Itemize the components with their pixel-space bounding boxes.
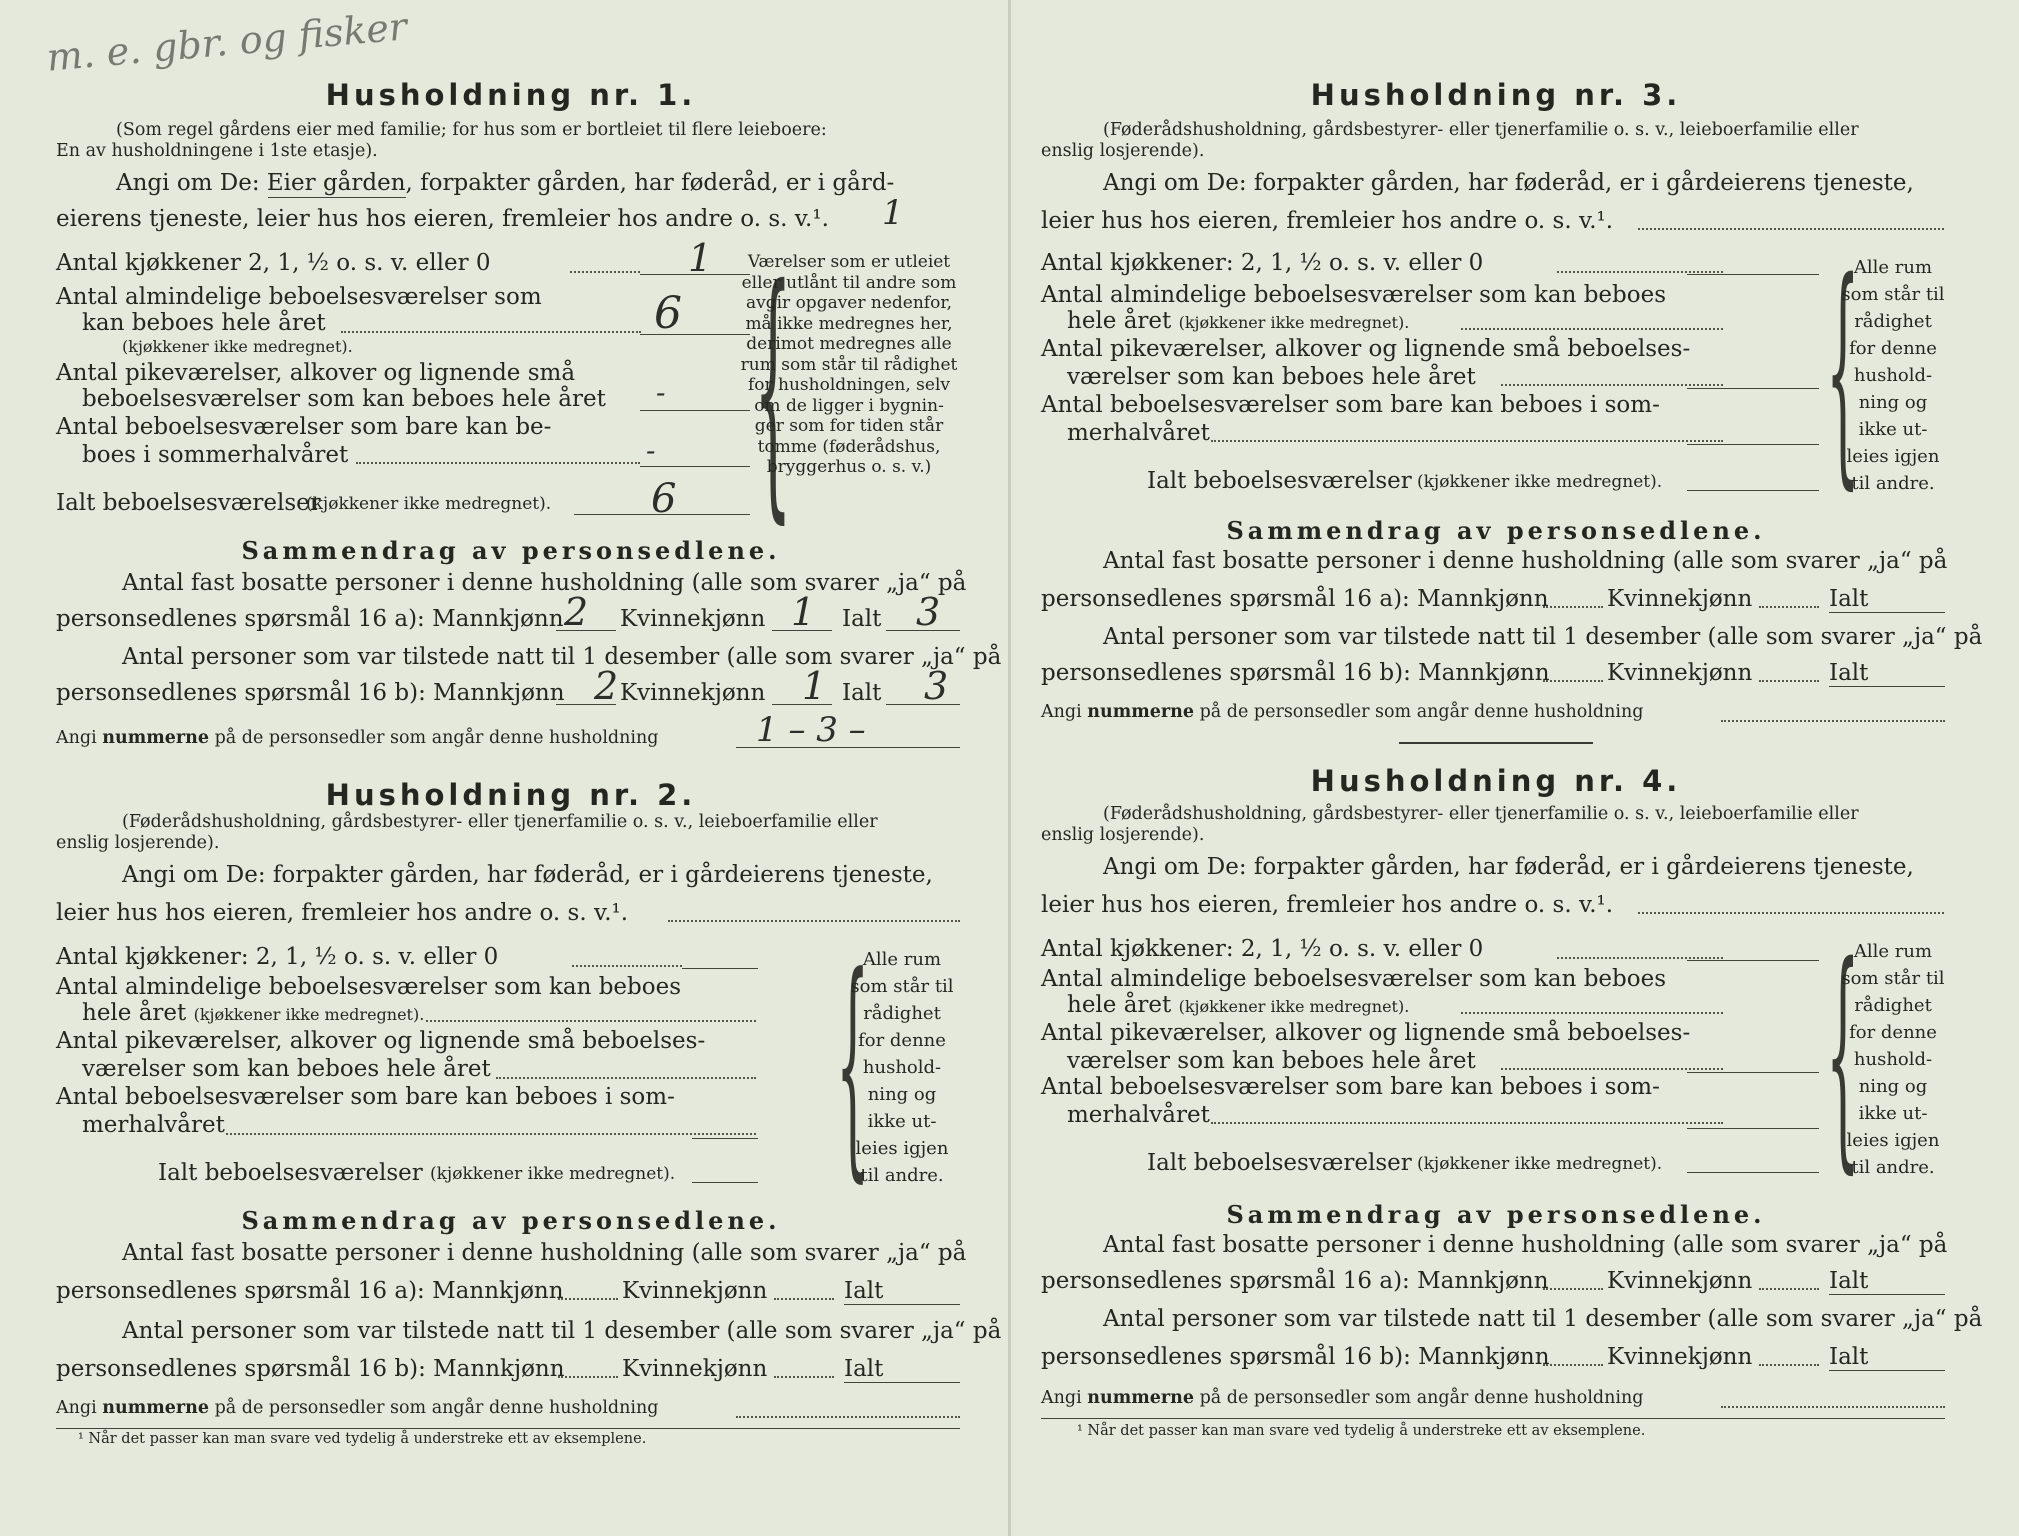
household-2-total-rooms-field — [692, 1182, 758, 1183]
household-3-summary-title: Sammendrag av personsedlene. — [1226, 516, 1766, 545]
household-4-summer-rooms-line1: Antal beboelsesværelser som bare kan beboes i som- — [1041, 1074, 1660, 1100]
household-4-summer-rooms-line2: merhalvåret — [1067, 1102, 1210, 1128]
household-2-rooms-leader — [426, 1020, 756, 1022]
household-3-maid-rooms-field — [1687, 388, 1819, 389]
household-1-kitchens-label: Antal kjøkkener 2, 1, ½ o. s. v. eller 0 — [56, 250, 491, 276]
note-line: rum som står til rådighet — [740, 354, 958, 375]
household-2-rooms-label-line1: Antal almindelige beboelsesværelser som kan beboes — [56, 974, 682, 1000]
household-4-total-rooms-note: (kjøkkener ikke medregnet). — [1417, 1154, 1663, 1174]
household-4-summer-rooms-leader — [1211, 1122, 1723, 1124]
household-1-summer-rooms-line1: Antal beboelsesværelser som bare kan be- — [56, 414, 552, 440]
household-4-kitchens-leader — [1557, 957, 1723, 959]
household-4-resident-female-label: Kvinnekjønn — [1607, 1268, 1753, 1294]
household-3-kitchens-leader — [1557, 271, 1723, 273]
household-1-rooms-note: (kjøkkener ikke medregnet). — [122, 337, 353, 356]
household-2-present-line2: personsedlenes spørsmål 16 b): Mannkjønn — [56, 1356, 565, 1382]
household-4-resident-male-field — [1543, 1288, 1603, 1290]
page-fold — [1008, 0, 1011, 1536]
household-3-rooms-instruction — [1829, 254, 1957, 497]
note-line: ikke ut- — [867, 1111, 937, 1132]
household-3-present-male-field — [1543, 680, 1603, 682]
household-4-kitchens-label: Antal kjøkkener: 2, 1, ½ o. s. v. eller 0 — [1041, 936, 1484, 962]
note-line: leies igjen — [1846, 446, 1940, 467]
household-1-kitchens-value: 1 — [688, 236, 713, 280]
household-3-maid-rooms-leader — [1501, 384, 1723, 386]
note-line: ning og — [1858, 1076, 1928, 1097]
household-1-total-rooms-note: (kjøkkener ikke medregnet). — [306, 494, 552, 514]
note-line: for denne — [858, 1030, 946, 1051]
household-2-resident-female-label: Kvinnekjønn — [622, 1278, 768, 1304]
household-1-maid-rooms-line1: Antal pikeværelser, alkover og lignende små — [56, 360, 576, 386]
household-1-intro-line2: En av husholdningene i 1ste etasje). — [56, 141, 378, 161]
note-line: rådighet — [1854, 995, 1932, 1016]
household-2-present-male-field — [558, 1376, 618, 1378]
household-3-present-line2: personsedlenes spørsmål 16 b): Mannkjønn — [1041, 660, 1550, 686]
note-line: eller utlånt til andre som — [741, 272, 957, 293]
household-2-present-total-field — [844, 1382, 960, 1383]
household-1-resident-female-value: 1 — [791, 590, 816, 634]
household-2-present-female-label: Kvinnekjønn — [622, 1356, 768, 1382]
household-2-tenure-line2: leier hus hos eieren, fremleier hos andre o. s. v.¹. — [56, 900, 629, 926]
note-line: rådighet — [863, 1003, 941, 1024]
household-2-summer-rooms-line1: Antal beboelsesværelser som bare kan beboes i som- — [56, 1084, 675, 1110]
household-3-present-total-field — [1829, 686, 1945, 687]
household-3-resident-line1: Antal fast bosatte personer i denne husholdning (alle som svarer „ja“ på — [1103, 548, 1948, 574]
household-1-resident-line2: personsedlenes spørsmål 16 a): Mannkjønn — [56, 606, 564, 632]
household-1-present-female-label: Kvinnekjønn — [620, 680, 766, 706]
note-line: for denne — [1849, 338, 1937, 359]
household-1-maid-rooms-line2: beboelsesværelser som kan beboes hele året — [82, 386, 606, 412]
note-line: ikke ut- — [1858, 419, 1928, 440]
household-1-summary-title: Sammendrag av personsedlene. — [241, 536, 781, 565]
household-separator — [1399, 742, 1593, 744]
household-3-tenure-line2: leier hus hos eieren, fremleier hos andre o. s. v.¹. — [1041, 208, 1614, 234]
note-line: Alle rum — [1853, 941, 1933, 962]
note-line: til andre. — [860, 1165, 944, 1186]
household-1-present-total-value: 3 — [924, 664, 949, 708]
note-line: leies igjen — [855, 1138, 949, 1159]
household-4-present-female-field — [1759, 1364, 1819, 1366]
household-4-total-rooms-label: Ialt beboelsesværelser — [1147, 1150, 1412, 1176]
household-3-intro-line1: (Føderådshusholdning, gårdsbestyrer- eller tjenerfamilie o. s. v., leieboerfamilie eller — [1103, 120, 1859, 140]
household-4-resident-line2: personsedlenes spørsmål 16 a): Mannkjønn — [1041, 1268, 1549, 1294]
footnote-right: ¹ Når det passer kan man svare ved tydelig å understreke ett av eksemplene. — [1077, 1423, 1646, 1439]
household-1-rooms-value: 6 — [654, 288, 682, 339]
household-2-summer-rooms-leader — [226, 1133, 756, 1135]
household-3-present-total-label: Ialt — [1829, 660, 1869, 686]
household-3-resident-line2: personsedlenes spørsmål 16 a): Mannkjønn — [1041, 586, 1549, 612]
household-2-brace: { — [836, 926, 870, 1203]
household-3-total-rooms-note: (kjøkkener ikke medregnet). — [1417, 472, 1663, 492]
household-1-kitchens-leader — [570, 271, 640, 273]
household-1-tenure-value: 1 — [882, 193, 904, 233]
household-4-rooms-label-line1: Antal almindelige beboelsesværelser som kan beboes — [1041, 966, 1667, 992]
household-1-rooms-instruction — [724, 252, 974, 478]
household-1-maid-rooms-value: - — [656, 376, 666, 409]
household-4-intro-line2: enslig losjerende). — [1041, 825, 1205, 845]
household-1-present-male-value: 2 — [594, 664, 619, 708]
household-2-rooms-instruction — [832, 926, 972, 1203]
household-4-present-total-label: Ialt — [1829, 1344, 1869, 1370]
household-2-resident-total-label: Ialt — [844, 1278, 884, 1304]
household-2-intro-line1: (Føderådshusholdning, gårdsbestyrer- eller tjenerfamilie o. s. v., leieboerfamilie eller — [122, 812, 878, 832]
household-1-present-line1: Antal personer som var tilstede natt til 1 desember (alle som svarer „ja“ på — [122, 644, 1002, 670]
right-page — [1041, 0, 1983, 1536]
household-4-title: Husholdning nr. 4. — [1310, 764, 1682, 798]
household-1-total-rooms-value: 6 — [651, 476, 677, 522]
household-3-total-rooms-field — [1687, 490, 1819, 491]
household-4-intro-line1: (Føderådshusholdning, gårdsbestyrer- eller tjenerfamilie o. s. v., leieboerfamilie eller — [1103, 804, 1859, 824]
household-3-rooms-leader — [1461, 328, 1723, 330]
footnote-rule-right — [1041, 1418, 1945, 1419]
household-4-maid-rooms-line2: værelser som kan beboes hele året — [1067, 1048, 1476, 1074]
note-line: ning og — [867, 1084, 937, 1105]
household-1-rooms-label-line2: kan beboes hele året — [82, 310, 326, 336]
household-4-slip-numbers-field — [1721, 1406, 1945, 1408]
household-3-rooms-label-line1: Antal almindelige beboelsesværelser som kan beboes — [1041, 282, 1667, 308]
household-4-total-rooms-field — [1687, 1172, 1819, 1173]
household-1-slip-numbers-label: Angi nummerne på de personsedler som angår denne husholdning — [56, 728, 659, 748]
household-1-title: Husholdning nr. 1. — [325, 78, 697, 112]
household-4-summary-title: Sammendrag av personsedlene. — [1226, 1200, 1766, 1229]
note-line: Alle rum — [1853, 257, 1933, 278]
household-1-summer-rooms-value: - — [646, 434, 656, 467]
footnote-rule-left — [56, 1428, 960, 1429]
note-line: tomme (føderådshus, — [757, 436, 941, 457]
household-4-resident-total-label: Ialt — [1829, 1268, 1869, 1294]
note-line: som står til — [1841, 968, 1945, 989]
household-3-maid-rooms-line1: Antal pikeværelser, alkover og lignende små beboelses- — [1041, 336, 1691, 362]
household-1-present-female-value: 1 — [802, 664, 827, 708]
note-line: bryggerhus o. s. v.) — [766, 457, 932, 477]
household-2-maid-rooms-line2: værelser som kan beboes hele året — [82, 1056, 491, 1082]
note-line: hushold- — [1853, 365, 1933, 386]
household-1-rooms-label-line1: Antal almindelige beboelsesværelser som — [56, 284, 542, 310]
household-2-intro-line2: enslig losjerende). — [56, 833, 220, 853]
note-line: leies igjen — [1846, 1130, 1940, 1151]
note-line: ger som for tiden står — [754, 416, 944, 436]
household-4-rooms-instruction — [1829, 938, 1957, 1181]
note-line: Alle rum — [862, 949, 942, 970]
household-4-present-total-field — [1829, 1370, 1945, 1371]
household-2-kitchens-leader — [572, 965, 682, 967]
household-3-present-female-label: Kvinnekjønn — [1607, 660, 1753, 686]
household-2-resident-total-field — [844, 1304, 960, 1305]
household-1-rooms-leader — [341, 331, 641, 333]
note-line: til andre. — [1851, 473, 1935, 494]
household-1-resident-total-value: 3 — [916, 590, 941, 634]
household-3-summer-rooms-field — [1687, 444, 1819, 445]
household-4-resident-female-field — [1759, 1288, 1819, 1290]
household-2-kitchens-field — [682, 968, 758, 969]
household-3-tenure-leader — [1638, 228, 1944, 230]
household-4-present-line2: personsedlenes spørsmål 16 b): Mannkjønn — [1041, 1344, 1550, 1370]
household-1-brace: { — [754, 231, 792, 546]
household-3-summer-rooms-line1: Antal beboelsesværelser som bare kan beboes i som- — [1041, 392, 1660, 418]
household-3-present-line1: Antal personer som var tilstede natt til 1 desember (alle som svarer „ja“ på — [1103, 624, 1983, 650]
household-4-maid-rooms-line1: Antal pikeværelser, alkover og lignende små beboelses- — [1041, 1020, 1691, 1046]
note-line: avgir opgaver nedenfor, — [745, 293, 952, 313]
household-2-resident-line2: personsedlenes spørsmål 16 a): Mannkjønn — [56, 1278, 564, 1304]
household-3-rooms-label-line2: hele året (kjøkkener ikke medregnet). — [1067, 308, 1410, 334]
household-4-kitchens-field — [1687, 960, 1819, 961]
household-4-brace: { — [1826, 914, 1860, 1194]
household-3-slip-numbers-field — [1721, 720, 1945, 722]
household-3-summer-rooms-line2: merhalvåret — [1067, 420, 1210, 446]
household-3-intro-line2: enslig losjerende). — [1041, 141, 1205, 161]
household-1-tenure-line1: Angi om De: Eier gården, forpakter gården, har føderåd, er i gård- — [116, 170, 895, 196]
household-1-total-rooms-label: Ialt beboelsesværelser — [56, 490, 321, 516]
household-3-tenure-line1: Angi om De: forpakter gården, har føderåd, er i gårdeierens tjeneste, — [1103, 170, 1914, 196]
household-3-resident-female-field — [1759, 606, 1819, 608]
household-2-summary-title: Sammendrag av personsedlene. — [241, 1206, 781, 1235]
household-2-tenure-leader — [668, 920, 960, 922]
note-line: må ikke medregnes her, — [745, 313, 953, 334]
household-1-summer-rooms-line2: boes i sommerhalvåret — [82, 442, 349, 468]
household-1-intro-line1: (Som regel gårdens eier med familie; for hus som er bortleiet til flere leieboere: — [116, 120, 827, 140]
household-1-present-line2: personsedlenes spørsmål 16 b): Mannkjønn — [56, 680, 565, 706]
note-line: for husholdningen, selv — [747, 375, 951, 395]
household-4-resident-line1: Antal fast bosatte personer i denne husholdning (alle som svarer „ja“ på — [1103, 1232, 1948, 1258]
note-line: hushold- — [862, 1057, 942, 1078]
household-3-title: Husholdning nr. 3. — [1310, 78, 1682, 112]
household-3-resident-male-field — [1543, 606, 1603, 608]
note-line: om de ligger i bygnin- — [754, 395, 944, 416]
note-line: ikke ut- — [1858, 1103, 1928, 1124]
household-3-maid-rooms-line2: værelser som kan beboes hele året — [1067, 364, 1476, 390]
household-4-present-line1: Antal personer som var tilstede natt til 1 desember (alle som svarer „ja“ på — [1103, 1306, 1983, 1332]
household-2-resident-line1: Antal fast bosatte personer i denne husholdning (alle som svarer „ja“ på — [122, 1240, 967, 1266]
note-line: som står til — [1841, 284, 1945, 305]
note-line: hushold- — [1853, 1049, 1933, 1070]
household-1-tenure-line2: eierens tjeneste, leier hus hos eieren, fremleier hos andre o. s. v.¹. — [56, 206, 829, 232]
household-2-resident-female-field — [774, 1298, 834, 1300]
household-2-rooms-label-line2: hele året (kjøkkener ikke medregnet). — [82, 1000, 425, 1026]
note-line: derimot medregnes alle — [746, 334, 952, 354]
household-3-resident-total-field — [1829, 612, 1945, 613]
note-line: Værelser som er utleiet — [747, 252, 951, 272]
household-3-total-rooms-label: Ialt beboelsesværelser — [1147, 468, 1412, 494]
household-2-kitchens-label: Antal kjøkkener: 2, 1, ½ o. s. v. eller 0 — [56, 944, 499, 970]
household-3-summer-rooms-leader — [1211, 440, 1723, 442]
household-1-resident-male-value: 2 — [564, 590, 589, 634]
left-page — [44, 0, 1002, 1536]
household-2-present-line1: Antal personer som var tilstede natt til 1 desember (alle som svarer „ja“ på — [122, 1318, 1002, 1344]
household-2-total-rooms-note: (kjøkkener ikke medregnet). — [430, 1164, 676, 1184]
note-line: for denne — [1849, 1022, 1937, 1043]
household-2-slip-numbers-field — [736, 1416, 960, 1418]
household-2-maid-rooms-line1: Antal pikeværelser, alkover og lignende små beboelses- — [56, 1028, 706, 1054]
note-line: til andre. — [1851, 1157, 1935, 1178]
household-1-present-total-field — [886, 704, 960, 705]
household-2-tenure-line1: Angi om De: forpakter gården, har føderåd, er i gårdeierens tjeneste, — [122, 862, 933, 888]
household-3-brace: { — [1826, 230, 1860, 510]
household-4-rooms-label-line2: hele året (kjøkkener ikke medregnet). — [1067, 992, 1410, 1018]
household-4-present-female-label: Kvinnekjønn — [1607, 1344, 1753, 1370]
household-4-rooms-leader — [1461, 1012, 1723, 1014]
household-1-slip-numbers-value: 1 – 3 – — [756, 710, 866, 750]
household-2-present-total-label: Ialt — [844, 1356, 884, 1382]
note-line: ning og — [1858, 392, 1928, 413]
household-2-summer-rooms-line2: merhalvåret — [82, 1112, 225, 1138]
household-2-total-rooms-label: Ialt beboelsesværelser — [158, 1160, 423, 1186]
household-4-resident-total-field — [1829, 1294, 1945, 1295]
household-4-slip-numbers-label: Angi nummerne på de personsedler som angår denne husholdning — [1041, 1388, 1644, 1408]
household-1-resident-female-label: Kvinnekjønn — [620, 606, 766, 632]
household-1-resident-total-label: Ialt — [842, 606, 882, 632]
note-line: rådighet — [1854, 311, 1932, 332]
household-4-summer-rooms-field — [1687, 1128, 1819, 1129]
household-3-slip-numbers-label: Angi nummerne på de personsedler som angår denne husholdning — [1041, 702, 1644, 722]
household-4-maid-rooms-field — [1687, 1072, 1819, 1073]
note-line: som står til — [850, 976, 954, 997]
handwritten-annotation: m. e. gbr. og fisker — [44, 4, 409, 80]
household-3-kitchens-label: Antal kjøkkener: 2, 1, ½ o. s. v. eller 0 — [1041, 250, 1484, 276]
household-4-tenure-line2: leier hus hos eieren, fremleier hos andre o. s. v.¹. — [1041, 892, 1614, 918]
household-2-present-female-field — [774, 1376, 834, 1378]
household-4-tenure-leader — [1638, 912, 1944, 914]
household-2-resident-male-field — [558, 1298, 618, 1300]
household-1-summer-rooms-leader — [356, 462, 640, 464]
household-2-maid-rooms-leader — [496, 1077, 756, 1079]
household-3-resident-female-label: Kvinnekjønn — [1607, 586, 1753, 612]
household-2-title: Husholdning nr. 2. — [325, 778, 697, 812]
household-3-present-female-field — [1759, 680, 1819, 682]
household-3-kitchens-field — [1687, 274, 1819, 275]
household-1-present-total-label: Ialt — [842, 680, 882, 706]
household-3-resident-total-label: Ialt — [1829, 586, 1869, 612]
footnote-left: ¹ Når det passer kan man svare ved tydelig å understreke ett av eksemplene. — [78, 1431, 647, 1447]
household-2-slip-numbers-label: Angi nummerne på de personsedler som angår denne husholdning — [56, 1398, 659, 1418]
household-2-summer-rooms-field — [692, 1138, 758, 1139]
household-1-resident-line1: Antal fast bosatte personer i denne husholdning (alle som svarer „ja“ på — [122, 570, 967, 596]
household-4-tenure-line1: Angi om De: forpakter gården, har føderåd, er i gårdeierens tjeneste, — [1103, 854, 1914, 880]
household-4-present-male-field — [1543, 1364, 1603, 1366]
household-4-maid-rooms-leader — [1501, 1068, 1723, 1070]
household-1-tenure-underline — [268, 197, 406, 198]
